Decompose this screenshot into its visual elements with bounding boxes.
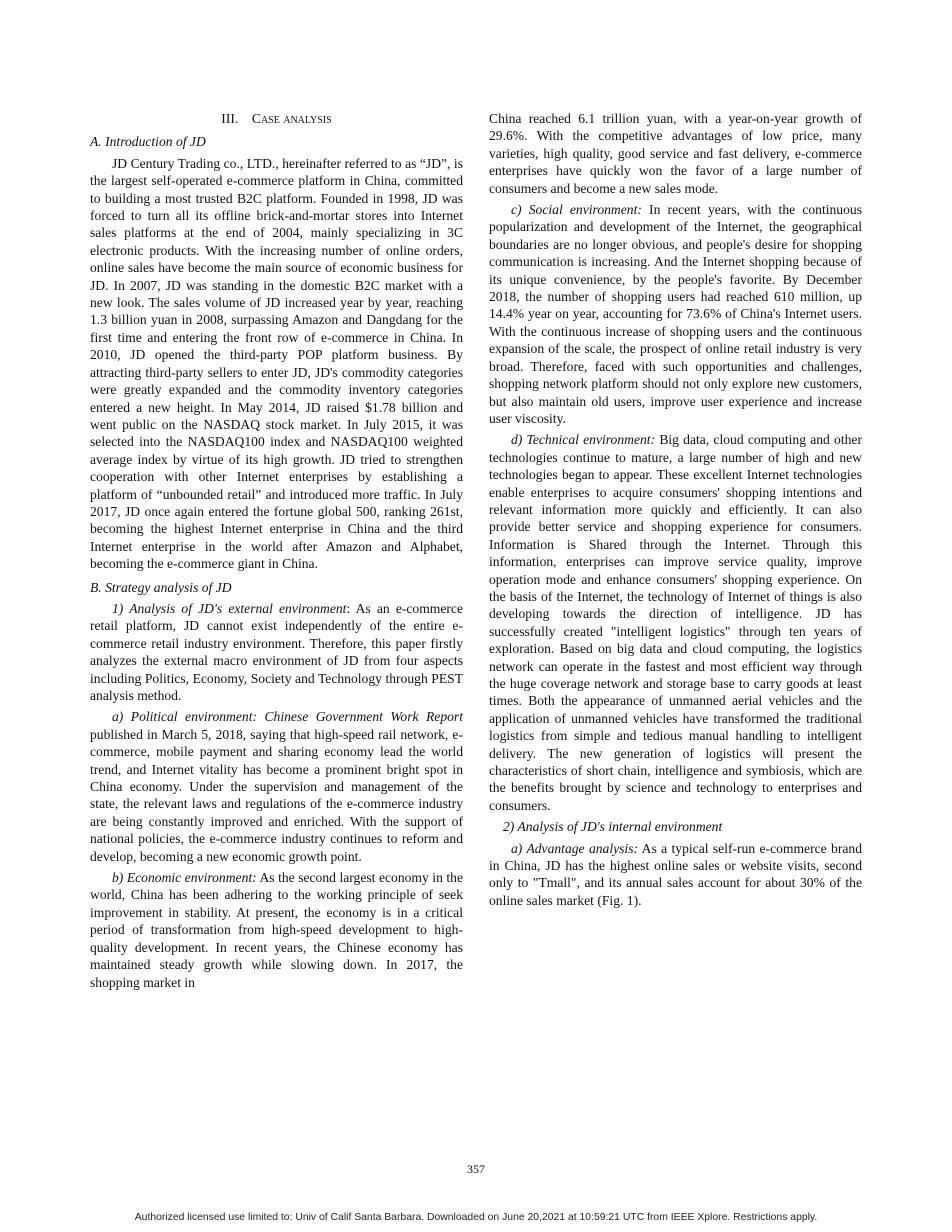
advantage-body: As a typical self-run e-commerce brand in China, JD has the highest online sales or website visits, second only to "Tmall", and its annual sales account for about 30% of the online sales market (Fig. 1).: [489, 840, 862, 908]
section-number: III.: [221, 111, 239, 126]
internal-environment-heading: 2) Analysis of JD's internal environment: [503, 819, 723, 835]
intro-paragraph: JD Century Trading co., LTD., hereinafter referred to as “JD”, is the largest self-operated e-commerce platform in China, committed to building a most trusted B2C platform. Founded in 1998, JD was forced to turn all its offline brick-and-mortar stores into Internet sales platforms at the end of 2004, mainly specializing in 3C electronic products. With the increasing number of online orders, online sales have become the main source of economic business for JD. In 2007, JD was standing in the domestic B2C market with a new look. The sales volume of JD increased year by year, reaching 1.3 billion yuan in 2008, surpassing Amazon and Dangdang for the first time and entering the front row of e-commerce in China. In 2010, JD opened the third-party POP platform business. By attracting third-party sellers to enter JD, JD's commodity categories were greatly expanded and the commodity inventory categories entered a new height. In May 2014, JD raised $1.78 billion and went public on the NASDAQ stock market. In July 2015, it was selected into the NASDAQ100 index and NASDAQ100 weighted average index by virtue of its high growth. JD tried to strengthen cooperation with other Internet enterprises by establishing a platform of “unbounded retail” and introduced more traffic. In July 2017, JD once again entered the fortune global 500, ranking 261st, becoming the highest Internet enterprise in China and the third Internet enterprise in the world after Amazon and Alphabet, becoming the e-commerce giant in China.: [90, 155, 463, 572]
social-body: In recent years, with the continuous popularization and development of the Internet, the geographical boundaries are no longer obvious, and people's desire for shopping communication is increasing. And the Internet shopping because of its unique convenience, by the people's favorite. By December 2018, the number of shopping users had reached 610 million, up 14.4% year on year, accounting for 73.6% of China's Internet users. With the continuous increase of shopping users and the continuous expansion of the scale, the prospect of online retail industry is very broad. Therefore, faced with such opportunities and challenges, shopping network platform should not only explore new customers, but also maintain old users, improve user experience and increase user viscosity.: [489, 202, 862, 426]
section-heading: [90, 110, 463, 127]
political-body: published in March 5, 2018, saying that high-speed rail network, e-commerce, mobile payment and sharing economy lead the world trend, and Internet vitality has become a prominent bright spot in China economy. Under the supervision and management of the state, the relevant laws and regulations of the e-commerce industry are being constantly improved and enriched. With the support of national policies, the e-commerce industry continues to reform and develop, becoming a new economic growth point.: [90, 726, 463, 864]
economic-paragraph: [90, 869, 463, 991]
social-paragraph: [489, 201, 862, 427]
economic-lead: b) Economic environment:: [112, 870, 257, 886]
advantage-lead: a) Advantage analysis:: [511, 840, 639, 856]
social-lead: c) Social environment:: [511, 202, 642, 218]
license-footer: Authorized licensed use limited to: Univ of Calif Santa Barbara. Downloaded on June 20,2021 at 10:59:21 UTC from IEEE Xplore. Restrictions apply.: [134, 1212, 818, 1223]
technical-lead: d) Technical environment:: [511, 432, 656, 448]
economic-body: As the second largest economy in the world, China has been adhering to the working principle of seek improvement in stability. At present, the economy is in a critical period of transformation from high-speed development to high-quality development. In recent years, the Chinese economy has maintained steady growth while slowing down. In 2017, the shopping market in: [90, 870, 464, 990]
subsection-heading-a: A. Introduction of JD: [90, 134, 206, 150]
external-environment-body: : As an e-commerce retail platform, JD cannot exist independently of the entire e-commerce retail industry environment. Therefore, this paper firstly analyzes the external macro environment of JD from four aspects including Politics, Economy, Society and Technology through PEST analysis method.: [90, 600, 463, 703]
political-paragraph: [90, 708, 463, 865]
external-environment-paragraph: [90, 600, 463, 704]
technical-body: Big data, cloud computing and other technologies continue to mature, a large number of high and new technologies began to appear. These excellent Internet technologies enable enterprises to acquire consumers' shopping intentions and relevant information more quickly and efficiently. It can also provide better service and shopping experience for consumers. Information is Shared through the Internet. Through this information, enterprises can improve service quality, improve operation mode and enhance consumers' shopping experience. On the basis of the Internet, the technology of Internet of things is also developing towards the direction of intelligence. JD has successfully created "intelligent logistics" through ten years of exploration. Based on big data and cloud computing, the logistics network can operate in the fastest and most efficient way through the huge coverage network and storage base to carry goods at least times. Both the appearance of unmanned aerial vehicles and the application of unmanned vehicles have transformed the traditional logistics from simple and tedious manual handling to intelligent delivery. The new generation of logistics will present the characteristics of short chain, intelligence and symbiosis, which are the benefits brought by science and technology to enterprises and consumers.: [489, 432, 862, 813]
technical-paragraph: [489, 431, 862, 814]
page-number: 357: [467, 1162, 485, 1176]
subsection-heading-b: B. Strategy analysis of JD: [90, 579, 232, 595]
economic-continuation: China reached 6.1 trillion yuan, with a year-on-year growth of 29.6%. With the competitive advantages of low price, many varieties, high quality, good service and fast delivery, e-commerce enterprises have quickly won the favor of a large number of consumers and become a new sales mode.: [489, 111, 862, 196]
advantage-paragraph: [489, 840, 862, 910]
right-column: [489, 110, 862, 913]
left-column: [90, 110, 463, 995]
section-title: Case analysis: [251, 111, 332, 126]
external-environment-lead: 1) Analysis of JD's external environment: [112, 600, 347, 616]
political-lead: a) Political environment: Chinese Government Work Report: [112, 709, 463, 725]
